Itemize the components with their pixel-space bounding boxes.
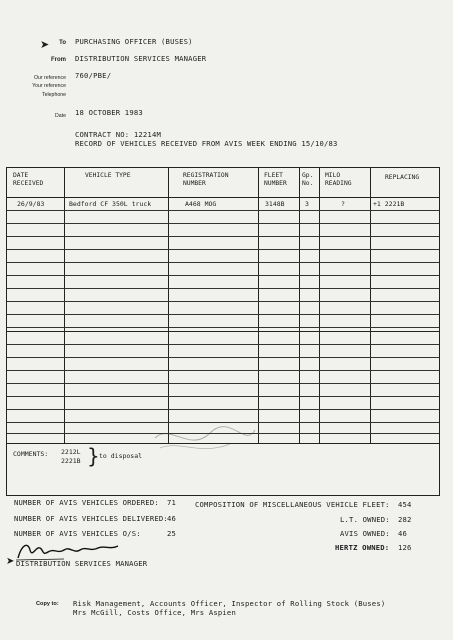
brace-icon: } [87, 444, 100, 468]
faint-stamp-icon [150, 418, 260, 458]
copy-to-label: Copy to: [36, 601, 59, 607]
composition-label: COMPOSITION OF MISCELLANEOUS VEHICLE FLEET: [195, 500, 390, 509]
arrow-icon: ➤ [6, 556, 15, 567]
date-value: 18 OCTOBER 1983 [75, 108, 143, 117]
comments-item-2: 2221B [61, 457, 81, 465]
comments-label: COMMENTS: [13, 450, 49, 458]
date-label: Date [55, 113, 66, 119]
row1-vehicle-type: Bedford CF 350L truck [69, 200, 152, 208]
hertz-owned-value: 126 [398, 543, 412, 552]
delivered-value: 46 [167, 514, 177, 523]
row1-gp: 3 [305, 200, 309, 208]
composition-value: 454 [398, 500, 412, 509]
os-value: 25 [167, 529, 177, 538]
comments-note: to disposal [99, 452, 143, 460]
lt-owned-value: 282 [398, 515, 412, 524]
row1-date: 26/9/83 [17, 200, 45, 208]
header-vehicle-type: VEHICLE TYPE [85, 172, 131, 179]
hertz-owned-label: HERTZ OWNED: [335, 543, 390, 552]
to-label: To [59, 40, 66, 46]
os-label: NUMBER OF AVIS VEHICLES O/S: [14, 529, 141, 538]
ordered-value: 71 [167, 498, 177, 507]
our-reference-label: Our reference [33, 75, 66, 81]
record-title: RECORD OF VEHICLES RECEIVED FROM AVIS WEEK ENDING 15/10/83 [75, 139, 338, 148]
row1-fleet: 3148B [265, 200, 285, 208]
our-reference-value: 760/PBE/ [75, 71, 112, 80]
avis-owned-value: 46 [398, 529, 408, 538]
from-value: DISTRIBUTION SERVICES MANAGER [75, 54, 207, 63]
header-milo: MILO READING [325, 172, 352, 187]
avis-owned-label: AVIS OWNED: [340, 529, 390, 538]
header-date: DATE RECEIVED [13, 172, 44, 187]
row1-replacing: +1 2221B [373, 200, 405, 208]
header-gp: Gp. No. [302, 172, 314, 187]
signatory-title: DISTRIBUTION SERVICES MANAGER [16, 559, 148, 568]
copy-to-line-1: Risk Management, Accounts Officer, Inspector of Rolling Stock (Buses) [73, 599, 386, 608]
to-value: PURCHASING OFFICER (BUSES) [75, 37, 193, 46]
header-fleet: FLEET NUMBER [264, 172, 287, 187]
arrow-icon: ➤ [40, 38, 50, 51]
row1-registration: A468 MOG [185, 200, 217, 208]
contract-line: CONTRACT NO: 12214M [75, 130, 162, 139]
ordered-label: NUMBER OF AVIS VEHICLES ORDERED: [14, 498, 159, 507]
copy-to-line-2: Mrs McGill, Costs Office, Mrs Aspien [73, 608, 236, 617]
lt-owned-label: L.T. OWNED: [340, 515, 390, 524]
row1-milo: ? [341, 200, 345, 208]
your-reference-label: Your reference [32, 83, 66, 89]
delivered-label: NUMBER OF AVIS VEHICLES DELIVERED: [14, 514, 168, 523]
header-registration: REGISTRATION NUMBER [183, 172, 229, 187]
vehicles-table [6, 167, 440, 444]
from-label: From [51, 57, 66, 63]
comments-item-1: 2212L [61, 448, 81, 456]
telephone-label: Telephone [42, 92, 66, 98]
header-replacing: REPLACING [385, 174, 420, 181]
